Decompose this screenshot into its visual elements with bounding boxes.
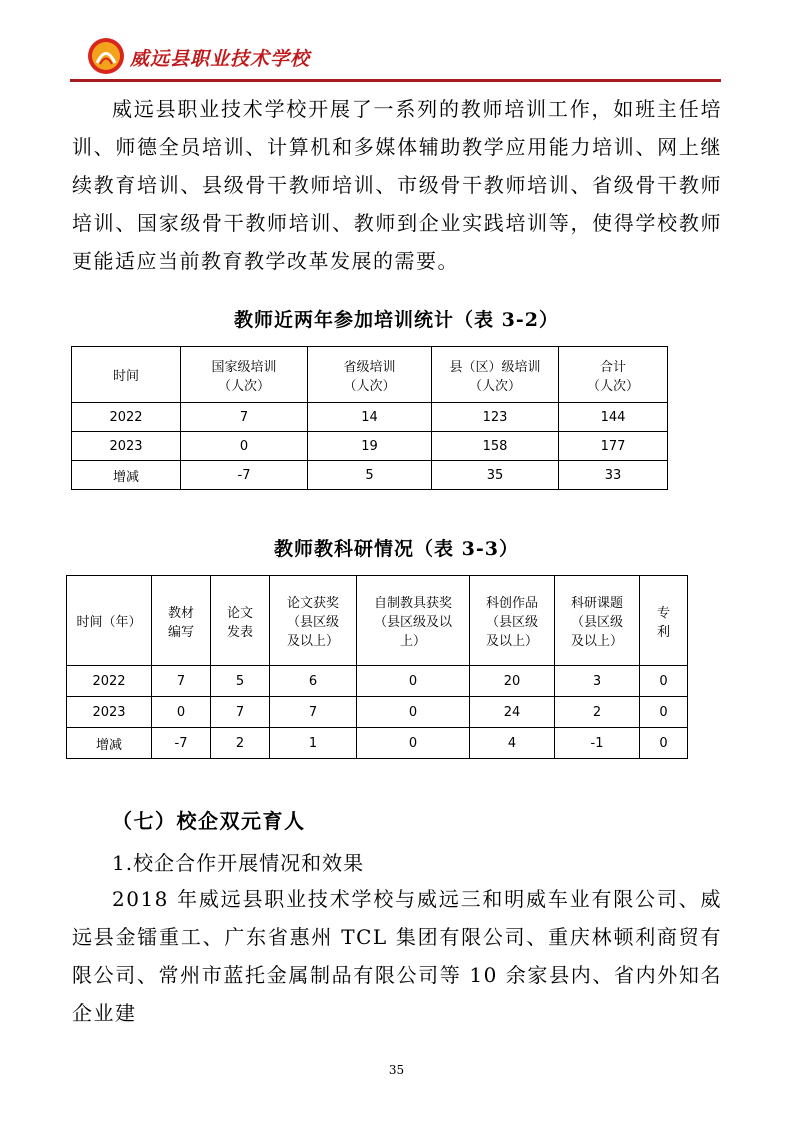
table-row	[72, 432, 668, 461]
table-cell: 增减	[72, 461, 181, 490]
table-cell: 2	[555, 697, 640, 728]
table-row	[67, 666, 688, 697]
table-cell: 33	[559, 461, 668, 490]
table-cell: 0	[640, 697, 688, 728]
table-header-row	[67, 576, 688, 666]
research-stats-table	[66, 575, 688, 759]
table3-caption: 教师教科研情况（表 3-3）	[274, 538, 519, 560]
header-cell: 省级培训 （人次）	[308, 347, 432, 403]
table-cell: 158	[432, 432, 559, 461]
table-cell: 7	[152, 666, 211, 697]
table-cell: 0	[640, 728, 688, 759]
table-cell: 7	[211, 697, 270, 728]
header-cell: 时间	[72, 347, 181, 403]
table-cell: 144	[559, 403, 668, 432]
table-cell: 0	[181, 432, 308, 461]
header-cell: 专 利	[640, 576, 688, 666]
header-divider	[70, 79, 721, 82]
page-number: 35	[388, 1063, 405, 1077]
header-cell: 论文 发表	[211, 576, 270, 666]
table-cell: 0	[357, 728, 470, 759]
training-stats-table	[71, 346, 668, 490]
table-row	[67, 728, 688, 759]
section-heading: （七）校企双元育人	[112, 809, 306, 833]
header-cell: 论文获奖 （县区级 及以上）	[270, 576, 357, 666]
table2-caption: 教师近两年参加培训统计（表 3-2）	[234, 309, 559, 331]
table-cell: 4	[470, 728, 555, 759]
header-cell: 教材 编写	[152, 576, 211, 666]
table-cell: 19	[308, 432, 432, 461]
intro-paragraph: 威远县职业技术学校开展了一系列的教师培训工作，如班主任培训、师德全员培训、计算机和多媒体辅助教学应用能力培训、网上继续教育培训、县级骨干教师培训、市级骨干教师培训、省级骨干教师培训、国家级骨干教师培训、教师到企业实践培训等，使得学校教师更能适应当前教育教学改革发展的需要。	[72, 97, 722, 273]
table-cell: 增减	[67, 728, 152, 759]
table-cell: 7	[270, 697, 357, 728]
table-cell: 2022	[67, 666, 152, 697]
header-cell: 科创作品 （县区级 及以上）	[470, 576, 555, 666]
table-cell: 0	[357, 666, 470, 697]
header-cell: 县（区）级培训 （人次）	[432, 347, 559, 403]
table-cell: 1	[270, 728, 357, 759]
table-cell: 2023	[72, 432, 181, 461]
cooperation-paragraph: 2018 年威远县职业技术学校与威远三和明威车业有限公司、威远县金镭重工、广东省惠州 TCL 集团有限公司、重庆林顿利商贸有限公司、常州市蓝托金属制品有限公司等 10 余家县内、省内外知名企业建	[72, 887, 722, 1025]
table-cell: 0	[152, 697, 211, 728]
header-cell: 时间（年）	[67, 576, 152, 666]
header-cell: 科研课题 （县区级 及以上）	[555, 576, 640, 666]
table-cell: 6	[270, 666, 357, 697]
table-cell: 7	[181, 403, 308, 432]
table-header-row	[72, 347, 668, 403]
table-cell: 2023	[67, 697, 152, 728]
table-cell: 20	[470, 666, 555, 697]
header-cell: 自制教具获奖 （县区级及以 上）	[357, 576, 470, 666]
table-cell: 0	[357, 697, 470, 728]
table-cell: -7	[152, 728, 211, 759]
table-cell: -7	[181, 461, 308, 490]
table-cell: 5	[211, 666, 270, 697]
subsection-heading: 1.校企合作开展情况和效果	[112, 851, 365, 875]
table-cell: 0	[640, 666, 688, 697]
table-cell: 35	[432, 461, 559, 490]
table-cell: 177	[559, 432, 668, 461]
page-header	[0, 0, 793, 90]
table-cell: 2022	[72, 403, 181, 432]
table-row	[67, 697, 688, 728]
school-logo-icon	[86, 36, 126, 76]
table-cell: 123	[432, 403, 559, 432]
table-cell: 5	[308, 461, 432, 490]
table-cell: 24	[470, 697, 555, 728]
table-cell: 3	[555, 666, 640, 697]
table-row	[72, 403, 668, 432]
header-cell: 合计 （人次）	[559, 347, 668, 403]
school-name: 威远县职业技术学校	[130, 48, 311, 70]
table-row	[72, 461, 668, 490]
table-cell: 2	[211, 728, 270, 759]
table-cell: -1	[555, 728, 640, 759]
header-cell: 国家级培训 （人次）	[181, 347, 308, 403]
table-cell: 14	[308, 403, 432, 432]
